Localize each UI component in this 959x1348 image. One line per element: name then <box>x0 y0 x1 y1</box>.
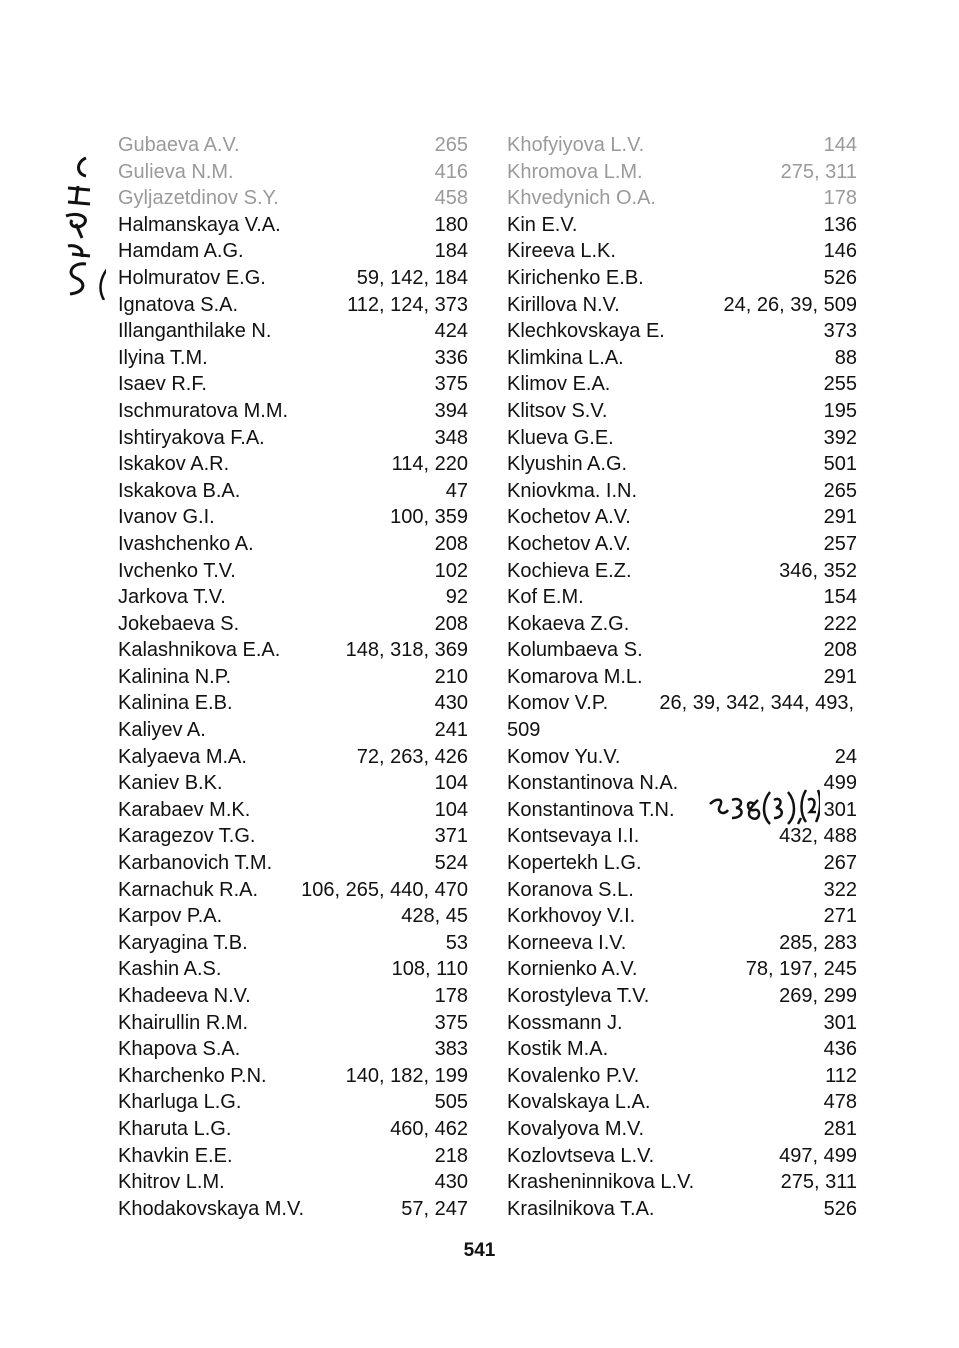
handwritten-538-mark <box>708 782 820 826</box>
index-entry <box>118 1116 468 1143</box>
index-entry <box>118 531 468 558</box>
page-references: 78, 197, 245 <box>745 958 857 981</box>
index-entry <box>507 1169 857 1196</box>
author-name: Gulieva N.M. <box>118 160 234 183</box>
author-name: Kochetov A.V. <box>507 506 631 529</box>
page-references: 154 <box>823 586 857 609</box>
page-references: 92 <box>445 586 468 609</box>
author-name: Kharuta L.G. <box>118 1117 232 1140</box>
author-name: Jarkova T.V. <box>118 586 226 609</box>
page-references: 375 <box>434 1011 468 1034</box>
author-name: Karnachuk R.A. <box>118 878 259 901</box>
page-references: 505 <box>434 1091 468 1114</box>
page-references: 26, 39, 342, 344, 493, <box>659 692 854 715</box>
author-name: Koranova S.L. <box>507 878 634 901</box>
index-entry <box>507 956 857 983</box>
page-references: 460, 462 <box>390 1117 468 1140</box>
page-references: 301 <box>823 1011 857 1034</box>
author-name: Karabaev M.K. <box>118 798 251 821</box>
index-entry <box>507 823 857 850</box>
index-entry <box>118 345 468 372</box>
handwritten-inline-note <box>708 782 820 826</box>
author-name: Khavkin E.E. <box>118 1144 233 1167</box>
page-references: 47 <box>445 479 468 502</box>
page-references: 114, 220 <box>391 453 468 476</box>
index-entry <box>507 212 857 239</box>
page-references: 375 <box>434 373 468 396</box>
page-references: 100, 359 <box>390 506 468 529</box>
author-name: Komov V.P. <box>507 692 609 715</box>
index-entry <box>507 611 857 638</box>
index-entry <box>507 717 857 744</box>
index-entry <box>118 717 468 744</box>
author-name: Kirichenko E.B. <box>507 266 644 289</box>
page-references: 499 <box>823 772 857 795</box>
page-references: 112, 124, 373 <box>347 293 468 316</box>
page-references: 275, 311 <box>780 160 857 183</box>
author-name: Kalyaeva M.A. <box>118 745 247 768</box>
index-entry <box>118 318 468 345</box>
page-references: 291 <box>823 506 857 529</box>
author-name: Korneeva I.V. <box>507 931 627 954</box>
page-references: 210 <box>434 665 468 688</box>
page-references: 336 <box>434 346 468 369</box>
page-references: 146 <box>823 240 857 263</box>
author-name: Khodakovskaya M.V. <box>118 1197 305 1220</box>
page-references: 104 <box>434 798 468 821</box>
page-references: 285, 283 <box>779 931 857 954</box>
page-references: 112 <box>825 1064 857 1087</box>
page-references: 497, 499 <box>779 1144 857 1167</box>
index-entry <box>507 318 857 345</box>
index-entry <box>118 584 468 611</box>
page-references: 383 <box>434 1038 468 1061</box>
index-entry <box>507 690 857 717</box>
page-references: 208 <box>434 612 468 635</box>
index-entry <box>118 611 468 638</box>
index-entry <box>507 637 857 664</box>
page-references: 478 <box>823 1091 857 1114</box>
author-name: Korostyleva T.V. <box>507 985 650 1007</box>
author-name: Klyushin A.G. <box>507 453 628 476</box>
author-name: Kontsevaya I.I. <box>507 825 640 848</box>
author-name: Kovalyova M.V. <box>507 1117 645 1140</box>
index-entry <box>118 504 468 531</box>
author-name: Ilyina T.M. <box>118 346 208 369</box>
index-entry <box>118 132 468 159</box>
author-name: Karpov P.A. <box>118 905 223 928</box>
author-name: Krasilnikova T.A. <box>507 1197 655 1220</box>
index-entry <box>507 1010 857 1037</box>
index-entry <box>118 371 468 398</box>
author-name: Karyagina T.B. <box>118 931 248 954</box>
author-name: Klimov E.A. <box>507 373 611 396</box>
author-name: Kochieva E.Z. <box>507 559 632 582</box>
page-references: 180 <box>434 213 468 236</box>
index-entry <box>118 1036 468 1063</box>
author-name: Khromova L.M. <box>507 160 643 183</box>
page-references: 140, 182, 199 <box>345 1064 468 1087</box>
page-references: 526 <box>823 266 857 289</box>
author-name: Illanganthilake N. <box>118 320 272 343</box>
page-references: 208 <box>434 532 468 555</box>
author-name: Holmuratov E.G. <box>118 266 266 289</box>
index-entry <box>118 558 468 585</box>
page-references: 436 <box>823 1038 857 1061</box>
index-entry <box>507 584 857 611</box>
page-references: 392 <box>823 426 857 449</box>
handwritten-margin-note <box>46 150 106 300</box>
index-entry <box>118 292 468 319</box>
author-name: Kolumbaeva S. <box>507 639 643 662</box>
author-name: Klimkina L.A. <box>507 346 624 369</box>
author-name: Ischmuratova M.M. <box>118 399 289 422</box>
page-references: 346, 352 <box>779 559 857 582</box>
index-entry <box>507 504 857 531</box>
index-entry <box>118 1196 468 1223</box>
page-references: 24, 26, 39, 509 <box>723 293 857 316</box>
page-references: 108, 110 <box>391 958 468 981</box>
page-references: 348 <box>434 426 468 449</box>
index-entry <box>507 983 857 1010</box>
author-name: Karagezov T.G. <box>118 825 256 848</box>
author-name: Kharluga L.G. <box>118 1091 242 1114</box>
index-entry <box>118 1010 468 1037</box>
page-number: 541 <box>463 1240 496 1261</box>
page-references: 255 <box>823 373 857 396</box>
author-name: Ignatova S.A. <box>118 293 239 316</box>
handwritten-suppl-mark <box>46 150 106 300</box>
page-references: 195 <box>823 399 857 422</box>
page-references: 526 <box>823 1197 857 1220</box>
index-entry <box>507 930 857 957</box>
author-name: Kossmann J. <box>507 1011 623 1034</box>
author-name: Kalinina E.B. <box>118 692 233 715</box>
page-references: 136 <box>823 213 857 236</box>
page-references: 501 <box>823 453 857 476</box>
index-entry <box>507 1063 857 1090</box>
page-references: 269, 299 <box>779 985 857 1007</box>
author-name: Korkhovoy V.I. <box>507 905 636 928</box>
index-entry <box>118 744 468 771</box>
index-entry <box>507 371 857 398</box>
index-entry <box>507 1089 857 1116</box>
index-entry <box>118 664 468 691</box>
index-entry <box>507 159 857 186</box>
author-name: Ivanov G.I. <box>118 506 215 529</box>
page-references: 265 <box>434 134 468 156</box>
author-name: Ivchenko T.V. <box>118 559 236 582</box>
author-name: Gubaeva A.V. <box>118 134 240 156</box>
author-name: Iskakov A.R. <box>118 453 230 476</box>
index-entry <box>118 797 468 824</box>
index-entry <box>507 345 857 372</box>
page-references: 416 <box>434 160 468 183</box>
index-entry <box>118 212 468 239</box>
index-entry <box>507 664 857 691</box>
author-name: Kirillova N.V. <box>507 293 620 316</box>
author-name: Kashin A.S. <box>118 958 222 981</box>
page-references: 218 <box>434 1144 468 1167</box>
author-name: Konstantinova N.A. <box>507 772 679 795</box>
page-references: 271 <box>823 905 857 928</box>
page-references: 281 <box>823 1117 857 1140</box>
author-name: Gyljazetdinov S.Y. <box>118 187 279 210</box>
author-name: Halmanskaya V.A. <box>118 213 281 236</box>
page-references: 301 <box>823 798 857 821</box>
author-name: Kovalenko P.V. <box>507 1064 640 1087</box>
page-references: 178 <box>434 985 468 1007</box>
page-references: 458 <box>434 187 468 210</box>
index-entry <box>507 558 857 585</box>
author-name: Kalinina N.P. <box>118 665 232 688</box>
index-entry <box>118 1089 468 1116</box>
author-name: Khvedynich O.A. <box>507 187 656 210</box>
index-entry <box>118 903 468 930</box>
index-right-column <box>507 132 857 1222</box>
index-entry <box>507 1143 857 1170</box>
page-references: 322 <box>823 878 857 901</box>
page-references: 178 <box>823 187 857 210</box>
page-references: 208 <box>823 639 857 662</box>
page-references: 53 <box>445 931 468 954</box>
index-entry <box>507 398 857 425</box>
index-entry <box>118 478 468 505</box>
index-entry <box>118 1143 468 1170</box>
author-name: Kin E.V. <box>507 213 578 236</box>
page-references: 148, 318, 369 <box>345 639 468 662</box>
author-name: Kovalskaya L.A. <box>507 1091 651 1114</box>
author-name: Kornienko A.V. <box>507 958 638 981</box>
index-entry <box>118 850 468 877</box>
page-references: 371 <box>434 825 468 848</box>
index-entry <box>118 637 468 664</box>
author-name: Komov Yu.V. <box>507 745 621 768</box>
index-entry <box>507 850 857 877</box>
index-entry <box>118 265 468 292</box>
page-references: 430 <box>434 1171 468 1194</box>
author-name: Kharchenko P.N. <box>118 1064 267 1087</box>
author-name: Krasheninnikova L.V. <box>507 1171 695 1194</box>
page-references: 424 <box>434 320 468 343</box>
author-name: Khairullin R.M. <box>118 1011 249 1034</box>
author-name: Khitrov L.M. <box>118 1171 225 1194</box>
index-entry <box>507 292 857 319</box>
index-entry <box>507 1196 857 1223</box>
author-name: Hamdam A.G. <box>118 240 244 263</box>
page-references: 524 <box>434 852 468 875</box>
index-entry <box>118 185 468 212</box>
author-name: Kopertekh L.G. <box>507 852 642 875</box>
author-name: Jokebaeva S. <box>118 612 240 635</box>
index-entry <box>118 425 468 452</box>
page-references: 184 <box>434 240 468 263</box>
page-references: 432, 488 <box>779 825 857 848</box>
page-references: 291 <box>823 665 857 688</box>
index-entry <box>118 823 468 850</box>
page-references: 265 <box>823 479 857 502</box>
author-name: Klueva G.E. <box>507 426 614 449</box>
index-entry <box>118 159 468 186</box>
author-name: Klechkovskaya E. <box>507 320 665 343</box>
page-references: 104 <box>434 772 468 795</box>
author-name: Karbanovich T.M. <box>118 852 273 875</box>
author-name: Kniovkma. I.N. <box>507 479 638 502</box>
page-references: 428, 45 <box>401 905 468 928</box>
author-name: Isaev R.F. <box>118 373 207 396</box>
index-entry <box>507 531 857 558</box>
index-entry <box>118 770 468 797</box>
index-entry <box>507 185 857 212</box>
author-name: Konstantinova T.N. <box>507 798 675 821</box>
index-entry <box>507 744 857 771</box>
page-references: 222 <box>823 612 857 635</box>
author-name: Kaliyev A. <box>118 719 206 742</box>
page-references: 430 <box>434 692 468 715</box>
index-entry <box>118 1169 468 1196</box>
index-entry <box>507 425 857 452</box>
author-name: Kostik M.A. <box>507 1038 609 1061</box>
page-references: 144 <box>823 134 857 156</box>
index-entry <box>118 877 468 904</box>
index-entry <box>507 877 857 904</box>
index-entry <box>507 238 857 265</box>
page-references: 102 <box>434 559 468 582</box>
index-entry <box>118 930 468 957</box>
author-name: Ishtiryakova F.A. <box>118 426 265 449</box>
author-name: Komarova M.L. <box>507 665 643 688</box>
author-name: Kochetov A.V. <box>507 532 631 555</box>
page-references: 241 <box>434 719 468 742</box>
index-entry <box>507 132 857 159</box>
index-entry <box>507 451 857 478</box>
index-entry <box>118 451 468 478</box>
page-references: 394 <box>434 399 468 422</box>
author-name: Ivashchenko A. <box>118 532 254 555</box>
index-entry <box>118 956 468 983</box>
author-name: Kalashnikova E.A. <box>118 639 281 662</box>
author-name: Khadeeva N.V. <box>118 985 251 1007</box>
author-name: Kaniev B.K. <box>118 772 223 795</box>
author-name: Iskakova B.A. <box>118 479 241 502</box>
author-name: Kozlovtseva L.V. <box>507 1144 655 1167</box>
index-entry <box>118 983 468 1010</box>
index-entry <box>118 690 468 717</box>
author-name: Kireeva L.K. <box>507 240 616 263</box>
page-references: 275, 311 <box>780 1171 857 1194</box>
index-entry <box>507 1116 857 1143</box>
page-references: 106, 265, 440, 470 <box>301 878 468 901</box>
index-left-column <box>118 132 468 1222</box>
author-name: Kokaeva Z.G. <box>507 612 630 635</box>
page-references: 257 <box>823 532 857 555</box>
page-references: 59, 142, 184 <box>356 266 468 289</box>
author-name: 509 <box>507 719 541 742</box>
page-references: 24 <box>834 745 857 768</box>
index-entry <box>507 478 857 505</box>
author-name: Khapova S.A. <box>118 1038 241 1061</box>
index-entry <box>507 265 857 292</box>
index-entry <box>118 238 468 265</box>
index-entry <box>118 398 468 425</box>
page-references: 57, 247 <box>401 1197 468 1220</box>
author-name: Kof E.M. <box>507 586 584 609</box>
author-name: Klitsov S.V. <box>507 399 608 422</box>
page-references: 373 <box>823 320 857 343</box>
index-entry <box>507 1036 857 1063</box>
index-entry <box>118 1063 468 1090</box>
page-references: 88 <box>834 346 857 369</box>
page-references: 72, 263, 426 <box>356 745 468 768</box>
author-name: Khofyiyova L.V. <box>507 134 645 156</box>
index-entry <box>507 903 857 930</box>
page-references: 267 <box>823 852 857 875</box>
